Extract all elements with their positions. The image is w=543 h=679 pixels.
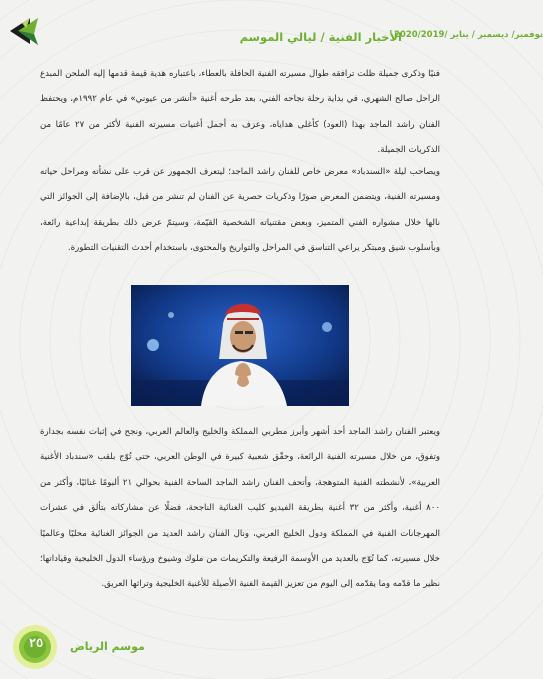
article-paragraph-1 bbox=[40, 62, 440, 164]
triangle-logo-icon bbox=[8, 14, 42, 48]
section-title: الأخبار الفنية / ليالي الموسم bbox=[239, 30, 402, 44]
brand-name: موسم الرياض bbox=[70, 640, 145, 653]
page-number: ٢٥ bbox=[28, 636, 44, 650]
paragraph-text: ويعتبر الفنان راشد الماجد أحد أشهر وأبرز مطربي المملكة والخليج والعالم العربي، ونجح في إثبات نفسه بجدارة وتفوق، من خلال مسيرته الفنية الرائعة، وحقّق شعبية كبيرة في الوطن العربي، حتى تُوّج بلقب «سندباد الأغنية العربية»، لأنشطته الفنية المتوهجة، وأتحف الفنان راشد الماجد الساحة الفنية بحوالي ٢١ ألبومًا غنائيًا، وأكثر من ٨٠٠ أغنية، وأكثر من ٣٢ أغنية بطريقة الفيديو كليب الغنائية الناجحة، فضلًا عن مشاركاته بتألق في عشرات المهرجانات الفنية في المملكة ودول الخليج العربي، ونال الفنان راشد العديد من الجوائز الغنائية محليًا وعالميًا خلال مسيرته، كما تُوّج بالعديد من الأوسمة الرفيعة والتكريمات من ملوك وشيوخ ورؤساء الدول الخليجية وقياداتها؛ نظير ما قدّمه وما يقدّمه إلى اليوم من تعزيز القيمة الفنية الأصيلة للأغنية الخليجية وتراثها العريق. bbox=[40, 427, 440, 590]
article-paragraph-3 bbox=[40, 420, 440, 598]
issue-date: نوفمبر/ ديسمبر / يناير /2020/2019 bbox=[394, 30, 543, 40]
singer-photo bbox=[131, 285, 349, 406]
singer-photo-illustration bbox=[131, 285, 349, 406]
paragraph-text: فنيًا وذكرى جميلة ظلت ترافقه طوال مسيرته الفنية الحافلة بالعطاء، باعتباره هدية قيمة قدمها إليه الملحن المبدع الراحل صالح الشهري، في بداية رحلة نجاحه الفني، بعد طرحه أغنية «أنشر من عيوني» في عام ١٩٩٢م، ويحتفظ الفنان راشد الماجد بهذا (العود) كأغلى هداياه، وعزف به أجمل أغنيات مسيرته الفنية لأكثر من ٢٧ عامًا من الذكريات الجميلة. bbox=[40, 69, 440, 156]
article-paragraph-2 bbox=[40, 160, 440, 262]
paragraph-text: ويصاحب ليلة «السندباد» معرض خاص للفنان راشد الماجد؛ ليتعرف الجمهور عن قرب على نشأته ومراحل حياته ومسيرته الفنية، ويتضمن المعرض صورًا وذكريات حصرية عن الفنان لم تنشر من قبل، بالإضافة إلى الجوائز التي نالها خلال مشواره الفني المتميز، وبعض مقتنياته الشخصية القيّمة، وسيتمّ عرض ذلك بطريقة إبداعية رائعة، وبأسلوب شيق ومبتكر يراعي التناسق في المراحل والتواريخ والمحتوى، باستخدام أحدث التقنيات التطورة. bbox=[40, 167, 440, 254]
